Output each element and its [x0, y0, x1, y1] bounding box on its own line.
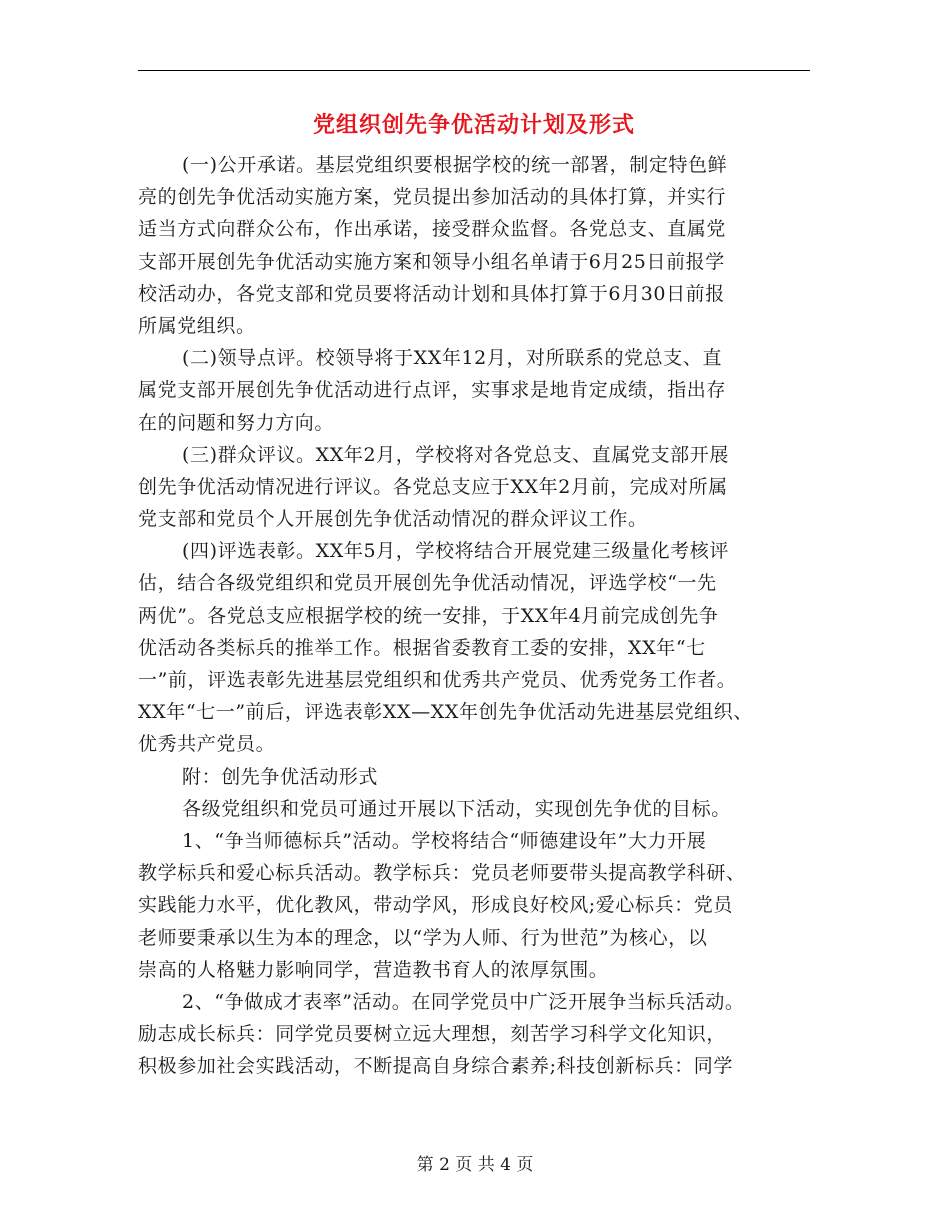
- body-line: 估，结合各级党组织和党员开展创先争优活动情况，评选学校“一先: [138, 572, 717, 595]
- body-line: (二)领导点评。校领导将于XX年12月，对所联系的党总支、直: [182, 347, 723, 370]
- body-line: 属党支部开展创先争优活动进行点评，实事求是地肯定成绩，指出存: [138, 379, 727, 402]
- document-body: [138, 149, 828, 1082]
- body-line: (四)评选表彰。XX年5月，学校将结合开展党建三级量化考核评: [182, 540, 729, 563]
- body-line: (三)群众评议。XX年2月，学校将对各党总支、直属党支部开展: [182, 443, 729, 466]
- body-line: 支部开展创先争优活动实施方案和领导小组名单请于6月25日前报学: [138, 250, 725, 273]
- body-line: 2、“争做成才表率”活动。在同学党员中广泛开展争当标兵活动。: [182, 990, 745, 1013]
- body-line: 积极参加社会实践活动，不断提高自身综合素养;科技创新标兵：同学: [138, 1055, 734, 1078]
- body-line: 校活动办，各党支部和党员要将活动计划和具体打算于6月30日前报: [138, 282, 725, 305]
- body-line: 在的问题和努力方向。: [138, 411, 335, 434]
- body-line: 励志成长标兵：同学党员要树立远大理想，刻苦学习科学文化知识，: [138, 1023, 727, 1046]
- body-line: 教学标兵和爱心标兵活动。教学标兵：党员老师要带头提高教学科研、: [138, 862, 746, 885]
- body-line: 崇高的人格魅力影响同学，营造教书育人的浓厚氛围。: [138, 958, 609, 981]
- body-line: 附：创先争优活动形式: [182, 765, 379, 788]
- body-line: 党支部和党员个人开展创先争优活动情况的群众评议工作。: [138, 508, 648, 531]
- page-footer: 第 2 页 共 4 页: [416, 1155, 534, 1175]
- body-line: 创先争优活动情况进行评议。各党总支应于XX年2月前，完成对所属: [138, 475, 728, 498]
- document-title: 党组织创先争优活动计划及形式: [312, 112, 635, 138]
- body-line: (一)公开承诺。基层党组织要根据学校的统一部署，制定特色鲜: [182, 154, 728, 176]
- body-line: 一”前，评选表彰先进基层党组织和优秀共产党员、优秀党务工作者。: [138, 669, 737, 691]
- body-line: 各级党组织和党员可通过开展以下活动，实现创先争优的目标。: [182, 797, 731, 820]
- body-line: 1、“争当师德标兵”活动。学校将结合“师德建设年”大力开展: [182, 829, 707, 852]
- body-line: XX年“七一”前后，评选表彰XX—XX年创先争优活动先进基层党组织、: [138, 701, 753, 724]
- body-line: 实践能力水平，优化教风，带动学风，形成良好校风;爱心标兵：党员: [138, 894, 734, 917]
- body-line: 优活动各类标兵的推举工作。根据省委教育工委的安排，XX年“七: [138, 636, 706, 659]
- body-line: 所属党组织。: [138, 314, 256, 337]
- header-rule: [138, 70, 810, 71]
- body-line: 老师要秉承以生为本的理念，以“学为人师、行为世范”为核心，以: [138, 926, 708, 949]
- body-line: 适当方式向群众公布，作出承诺，接受群众监督。各党总支、直属党: [138, 218, 727, 241]
- body-line: 亮的创先争优活动实施方案，党员提出参加活动的具体打算，并实行: [138, 186, 727, 209]
- body-line: 两优”。各党总支应根据学校的统一安排，于XX年4月前完成创先争: [138, 604, 719, 627]
- body-line: 优秀共产党员。: [138, 733, 276, 756]
